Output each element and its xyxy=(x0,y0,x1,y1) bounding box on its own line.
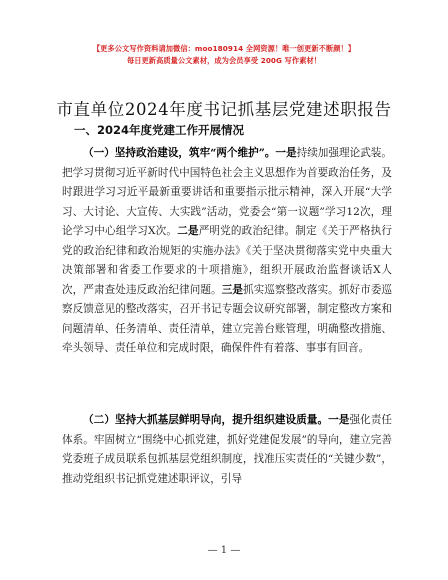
promo-banner-line1: 【更多公文写作资料请加微信：moo180914 全网资源！唯一创更新不断颜！】 xyxy=(92,44,356,53)
point-marker-three: 三是 xyxy=(221,283,243,296)
point-marker-two: 二是 xyxy=(177,225,199,237)
paragraph-lead: （二）坚持大抓基层鲜明导向，提升组织建设质量。 xyxy=(83,414,329,426)
paragraph-text: 持续加强理论武装。把学习贯彻习近平新时代中国特色社会主义思想作为首要政治任务，及时跟进学习习近平最新重要讲话和重要指示批示精神，深入开展“大学习、大讨论、大宣传、大实践”活动，党委会“第一议题”学习12次，理论学习中心组学习X次。 xyxy=(62,147,393,237)
promo-banner-line2: 每日更新高质量公文素材，成为会员享受 200G 写作素材！ xyxy=(126,56,322,65)
point-marker-one: 一是 xyxy=(275,147,297,159)
paragraph-text: 强化责任体系。牢固树立“围绕中心抓党建，抓好党建促发展”的导向，建立完善党委班子成员联系包抓基层党组织制度，找准压实责任的“关键少数”，推动党组织书记抓党建述职评议，引导 xyxy=(62,414,393,485)
point-marker-one: 一是 xyxy=(328,414,350,426)
paragraph-grassroots xyxy=(62,411,392,489)
paragraph-text: 严明党的政治纪律。制定《关于严格执行党的政治纪律和政治规矩的实施办法》《关于坚决贯彻落实党中央重大决策部署和省委工作要求的十项措施》，组织开展政治监督谈话X人次，严肃查处违反政治纪律问题。 xyxy=(62,225,393,296)
document-title: 市直单位2024年度书记抓基层党建述职报告 xyxy=(56,100,392,119)
paragraph-text: 抓实巡察整改落实。抓好市委巡察反馈意见的整改落实，召开书记专题会议研究部署，制定整改方案和问题清单、任务清单、责任清单，建立完善台账管理，明确整改措施、牵头领导、责任单位和完成时限，确保件件有着落、事事有回音。 xyxy=(62,283,393,354)
paragraph-political-building xyxy=(62,144,392,359)
page-number: — 1 — xyxy=(207,545,241,556)
paragraph-lead: （一）坚持政治建设，筑牢“两个维护”。 xyxy=(83,147,276,159)
section-heading: 一、2024年度党建工作开展情况 xyxy=(74,123,245,137)
